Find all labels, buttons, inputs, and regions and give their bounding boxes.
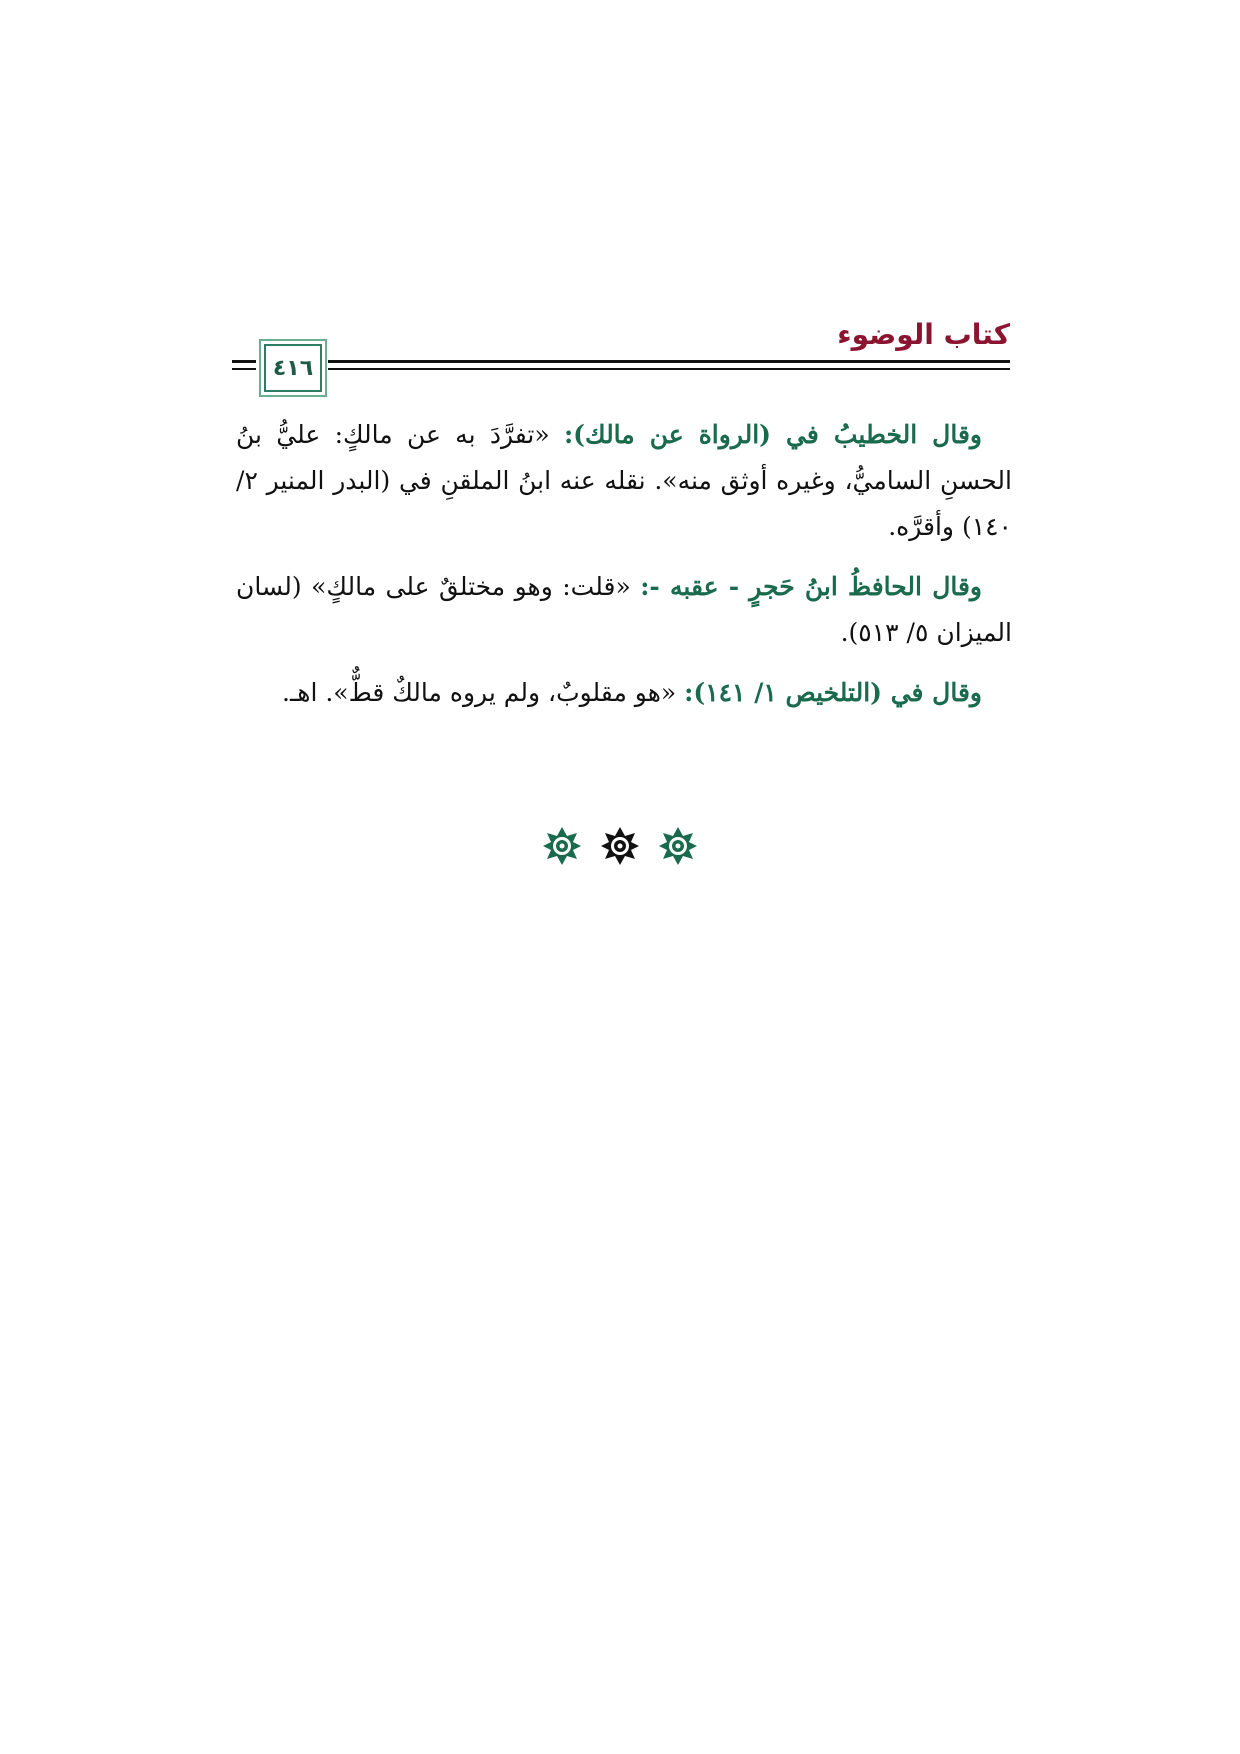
paragraph-lead: وقال الخطيبُ في (الرواة عن مالك):: [563, 420, 982, 449]
paragraph-text: «تفرَّدَ به عن مالكٍ: عليُّ بنُ الحسنِ الساميُّ، وغيره أوثق منه». نقله عنه ابنُ الملقنِ في (البدر المنير ٢/ ١٤٠) وأقرَّه.: [236, 420, 1012, 541]
paragraph-text: «هو مقلوبٌ، ولم يروه مالكٌ قطٌّ». اهـ.: [282, 678, 685, 707]
page-header: [232, 318, 1010, 390]
chapter-title: كتاب الوضوء: [837, 318, 1010, 351]
paragraph-text: «قلت: وهو مختلقٌ على مالكٍ» (لسان الميزان ٥/ ٥١٣).: [236, 572, 1012, 647]
paragraph: [236, 564, 1012, 656]
section-end-ornaments: [0, 826, 1240, 866]
header-rule: [232, 360, 1010, 374]
green-flower-icon: [542, 826, 582, 866]
body-text: [236, 412, 1012, 730]
paragraph: [236, 670, 1012, 716]
page-number: ٤١٦: [272, 355, 314, 381]
page-number-badge: [264, 344, 322, 392]
paragraph: [236, 412, 1012, 550]
green-flower-icon: [658, 826, 698, 866]
paragraph-lead: وقال في (التلخيص ١/ ١٤١):: [684, 678, 982, 707]
black-flower-icon: [600, 826, 640, 866]
paragraph-lead: وقال الحافظُ ابنُ حَجرٍ - عقبه -:: [640, 572, 982, 601]
